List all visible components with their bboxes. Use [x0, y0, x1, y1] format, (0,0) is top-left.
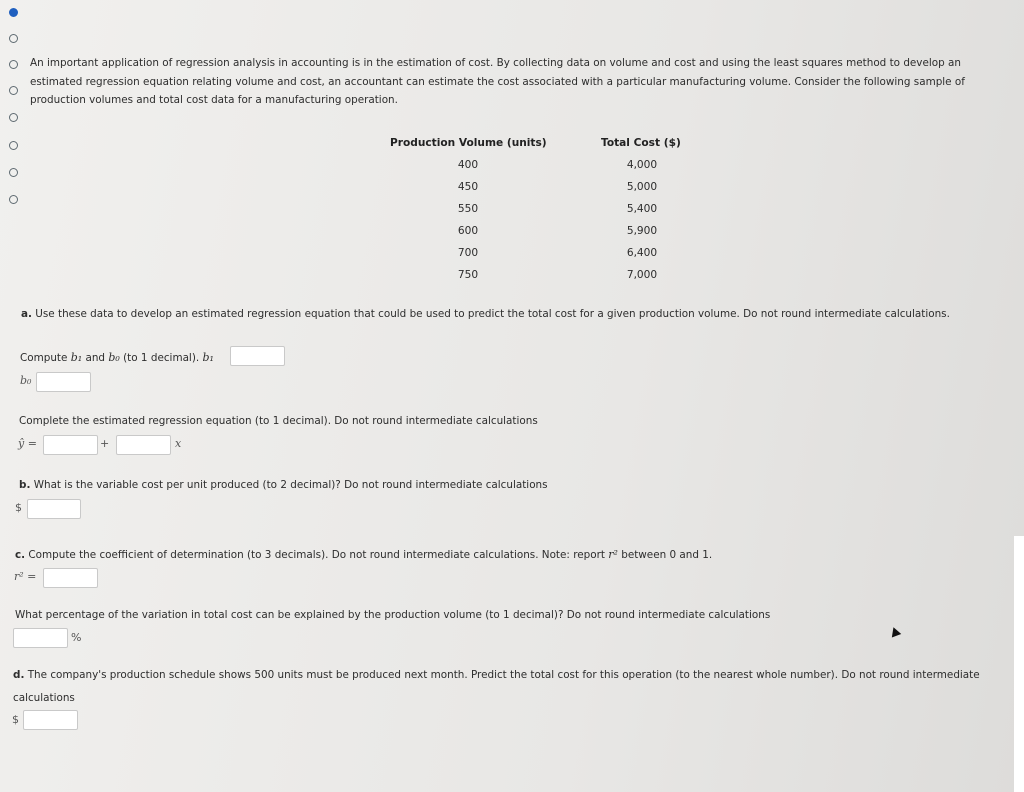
compute-decimals: 1 [140, 352, 148, 364]
b0-input-label: b₀ [20, 374, 32, 387]
compute-prefix: Compute [20, 352, 68, 364]
table-cell: 5,400 [626, 203, 658, 215]
part-c-decimals: 3 [264, 549, 272, 561]
equation-prompt-suffix: decimal). Do not round intermediate calculations [282, 415, 538, 427]
percent-sign: % [71, 631, 82, 644]
pct-decimals: 1 [503, 609, 510, 621]
part-d-question [13, 669, 980, 681]
table-header-volume: Production Volume (units) [390, 137, 547, 149]
table-cell: 550 [457, 203, 479, 215]
problem-intro [30, 54, 980, 110]
pct-prefix: What percentage of the variation in total cost can be explained by the production volume (to [15, 609, 500, 621]
nav-dot-7[interactable] [9, 168, 18, 177]
table-cell: 4,000 [626, 159, 658, 171]
part-d-text-prefix: The company's production schedule shows [27, 669, 252, 681]
nav-dot-1[interactable] [9, 8, 18, 17]
part-c-text-prefix: Compute the coefficient of determination (to [28, 549, 262, 561]
part-d-label: d. [13, 669, 25, 681]
compute-and: and [85, 352, 106, 364]
b1-input-label: b₁ [202, 351, 214, 364]
table-cell: 5,000 [626, 181, 658, 193]
intro-line-1: An important application of regression analysis in accounting is in the estimation of cost. By collecting data on volume and cost and using the least squares method to develop an [30, 57, 961, 69]
dollar-sign: $ [12, 713, 19, 726]
nav-dot-6[interactable] [9, 141, 18, 150]
intercept-input[interactable] [43, 435, 98, 455]
r2-symbol: r² [608, 548, 618, 561]
b1-input[interactable] [230, 346, 285, 366]
white-margin [1014, 536, 1024, 792]
part-c-question [15, 548, 712, 561]
nav-dot-4[interactable] [9, 86, 18, 95]
part-c-label: c. [15, 549, 26, 561]
table-cell: 5,900 [626, 225, 658, 237]
b0-input[interactable] [36, 372, 91, 392]
part-b-text-suffix: decimal)? Do not round intermediate calculations [290, 479, 548, 491]
table-cell: 600 [457, 225, 479, 237]
percentage-prompt [15, 609, 770, 621]
compute-end: decimal). [150, 352, 200, 364]
yhat-label: ŷ = [18, 437, 37, 450]
part-d-units: 500 [254, 669, 275, 681]
nav-dot-5[interactable] [9, 113, 18, 122]
part-d-text-suffix: units must be produced next month. Predict the total cost for this operation (to the nearest whole number). Do not round intermediate [277, 669, 980, 681]
nav-dot-3[interactable] [9, 60, 18, 69]
pct-suffix: decimal)? Do not round intermediate calculations [512, 609, 771, 621]
compute-b-prompt [20, 351, 214, 364]
b1-symbol: b₁ [70, 351, 83, 364]
plus-sign: + [100, 437, 110, 450]
nav-dot-8[interactable] [9, 195, 18, 204]
table-cell: 750 [457, 269, 479, 281]
intro-line-2: estimated regression equation relating volume and cost, an accountant can estimate the cost associated with a particular manufacturing volume. Consider the following sample of [30, 75, 965, 88]
slope-input[interactable] [116, 435, 171, 455]
equation-prompt [19, 415, 538, 427]
part-c-high: 1. [702, 549, 713, 561]
part-c-text-middle: decimals). Do not round intermediate calculations. Note: report [274, 549, 605, 561]
predicted-cost-input[interactable] [23, 710, 78, 730]
compute-suffix: (to [123, 352, 138, 364]
part-b-decimals: 2 [280, 479, 287, 491]
intro-line-3: production volumes and total cost data for a manufacturing operation. [30, 94, 398, 106]
table-cell: 6,400 [626, 247, 658, 259]
x-variable: x [175, 437, 182, 450]
part-b-text-prefix: What is the variable cost per unit produced (to [33, 479, 278, 491]
percentage-input[interactable] [13, 628, 68, 648]
part-b-question [19, 479, 548, 491]
table-cell: 450 [457, 181, 479, 193]
equation-prompt-prefix: Complete the estimated regression equation (to [19, 415, 270, 427]
r2-input[interactable] [43, 568, 98, 588]
dollar-sign: $ [15, 501, 22, 514]
nav-dot-2[interactable] [9, 34, 18, 43]
part-a-question [21, 308, 950, 320]
equation-prompt-decimals: 1 [272, 415, 280, 427]
table-cell: 400 [457, 159, 479, 171]
part-a-label: a. [21, 308, 32, 320]
variable-cost-input[interactable] [27, 499, 81, 519]
part-b-label: b. [19, 479, 31, 491]
part-c-between: between [621, 549, 667, 561]
table-header-cost: Total Cost ($) [601, 137, 681, 149]
table-cell: 700 [457, 247, 479, 259]
r2-input-label: r² = [14, 570, 37, 583]
part-d-line2: calculations [13, 692, 75, 704]
table-cell: 7,000 [626, 269, 658, 281]
part-c-low: 0 [669, 549, 677, 561]
part-a-text: Use these data to develop an estimated regression equation that could be used to predict the total cost for a given production volume. Do not round intermediate calculations. [35, 308, 950, 320]
b0-symbol: b₀ [108, 351, 120, 364]
part-c-and: and [679, 549, 699, 561]
